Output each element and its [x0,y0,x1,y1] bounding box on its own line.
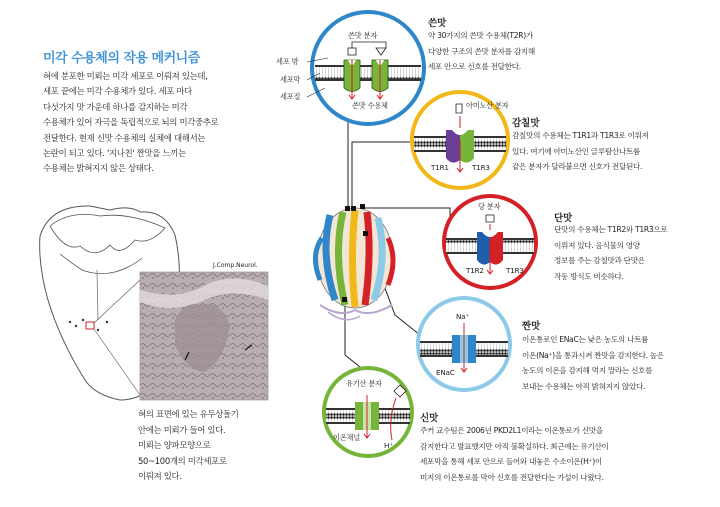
sour-line: 주커 교수팀은 2006년 PKD2L1이라는 이온통로가 신맛을 [420,426,603,435]
cell-outside-label: 세포 밖 [276,57,299,66]
sweet-line: 작동 방식도 비슷하다. [554,271,624,281]
sodium-ion-label: Na⁺ [456,312,469,321]
papilla-line: 50~100개의 미각세포로 [138,455,227,466]
intro-line: 혀에 분포한 미뢰는 미각 세포로 이뤄져 있는데, [43,71,208,81]
ion-channel-label: 이온채널 [333,433,360,442]
umami-left-label: T1R1 [431,163,449,172]
papilla-line: 혀의 표면에 있는 유두상돌기 [138,409,239,419]
sweet-right-label: T1R3 [506,266,524,275]
sweet-text [554,222,667,284]
cytoplasm-label: 세포질 [280,92,301,101]
bitter-receptor-label: 쓴맛 수용체 [352,101,388,110]
organic-acid-label: 유기산 분자 [346,379,382,388]
papilla-micrograph [140,272,268,400]
bitter-text [428,28,535,75]
sour-line: 미지의 이온통로를 막아 신호를 전달한다는 가설이 나왔다. [420,472,604,482]
sweet-line: 정보를 주는 감칠맛과 단맛은 [554,256,645,266]
bitter-line: 약 30가지의 쓴맛 수용체(T2R)가 [428,31,533,40]
salty-line: 보내는 수용체는 아직 밝혀지지 않았다. [522,381,646,391]
salty-line: 농도의 이온을 감지해 먹지 말라는 신호를 [522,366,653,376]
bitter-molecule-label: 쓴맛 분자 [348,31,378,40]
intro-line: 전달한다. 현재 신맛 수용체의 실체에 대해서는 [43,132,206,143]
salty-title: 짠맛 [522,321,541,332]
image-credit: J.Comp.Neurol. [213,262,258,269]
cell-membrane-label: 세포막 [280,75,301,84]
sweet-line: 단맛의 수용체는 T1R2와 T1R3으로 [554,225,668,234]
salty-line: 이온(Na⁺)을 통과시켜 짠맛을 감지한다. 높은 [522,350,664,360]
bitter-title: 쓴맛 [428,18,447,29]
intro-line: 수용체는 밝혀지지 않은 상태다. [43,163,154,174]
sweet-molecule-label: 당 분자 [478,202,501,211]
sour-title: 신맛 [420,413,439,424]
umami-line: 있다. 여기에 아미노산인 글루탐산나트륨 [512,146,641,156]
papilla-caption [138,407,278,485]
taste-bud [315,204,393,320]
sweet-left-label: T1R2 [466,266,484,275]
salty-line: 이온통로인 ENaC는 낮은 농도의 나트륨 [522,335,649,344]
bitter-line: 다양한 구조의 쓴맛 분자를 감지해 [428,46,535,56]
salty-text [522,332,664,394]
umami-title: 감칠맛 [512,118,540,129]
enac-label: ENaC [436,368,455,377]
bitter-line: 세포 안으로 신호를 전달한다. [428,62,521,72]
sour-line: 감지한다고 발표했지만 아직 불확실하다. 최근에는 유기산이 [420,441,609,451]
umami-line: 같은 분자가 달라붙으면 신호가 전달된다. [512,162,643,172]
sweet-title: 단맛 [554,213,573,224]
papilla-line: 미뢰는 양파모양으로 [138,440,211,451]
sweet-line: 이뤄져 있다. 음식물의 영양 [554,240,640,250]
papilla-line: 안에는 미뢰가 들어 있다. [138,424,226,435]
sour-line: 세포막을 통해 세포 안으로 들어와 내놓은 수소이온(H⁺)이 [420,457,602,467]
intro-line: 세포 끝에는 미각 수용체가 있다. 세포 마다 [43,86,192,97]
diagram-title: 미각 수용체의 작용 메커니즘 [43,51,200,66]
papilla-line: 이뤄져 있다. [138,471,182,482]
intro-line: 다섯가지 맛 가운데 하나를 감지하는 미각 [43,101,188,112]
intro-line: 논란이 되고 있다. '지나친' 짠맛을 느끼는 [43,148,186,159]
umami-molecule-label: 아미노산 분자 [466,101,509,110]
intro-line: 수용체가 있어 자극을 독립적으로 뇌의 미각중추로 [43,117,219,128]
umami-text [512,128,649,175]
sour-text [420,423,609,485]
umami-right-label: T1R3 [472,163,490,172]
umami-line: 감칠맛의 수용체는 T1R1과 T1R3로 이뤄져 [512,131,649,140]
hydrogen-ion-label: H⁺ [384,441,393,450]
